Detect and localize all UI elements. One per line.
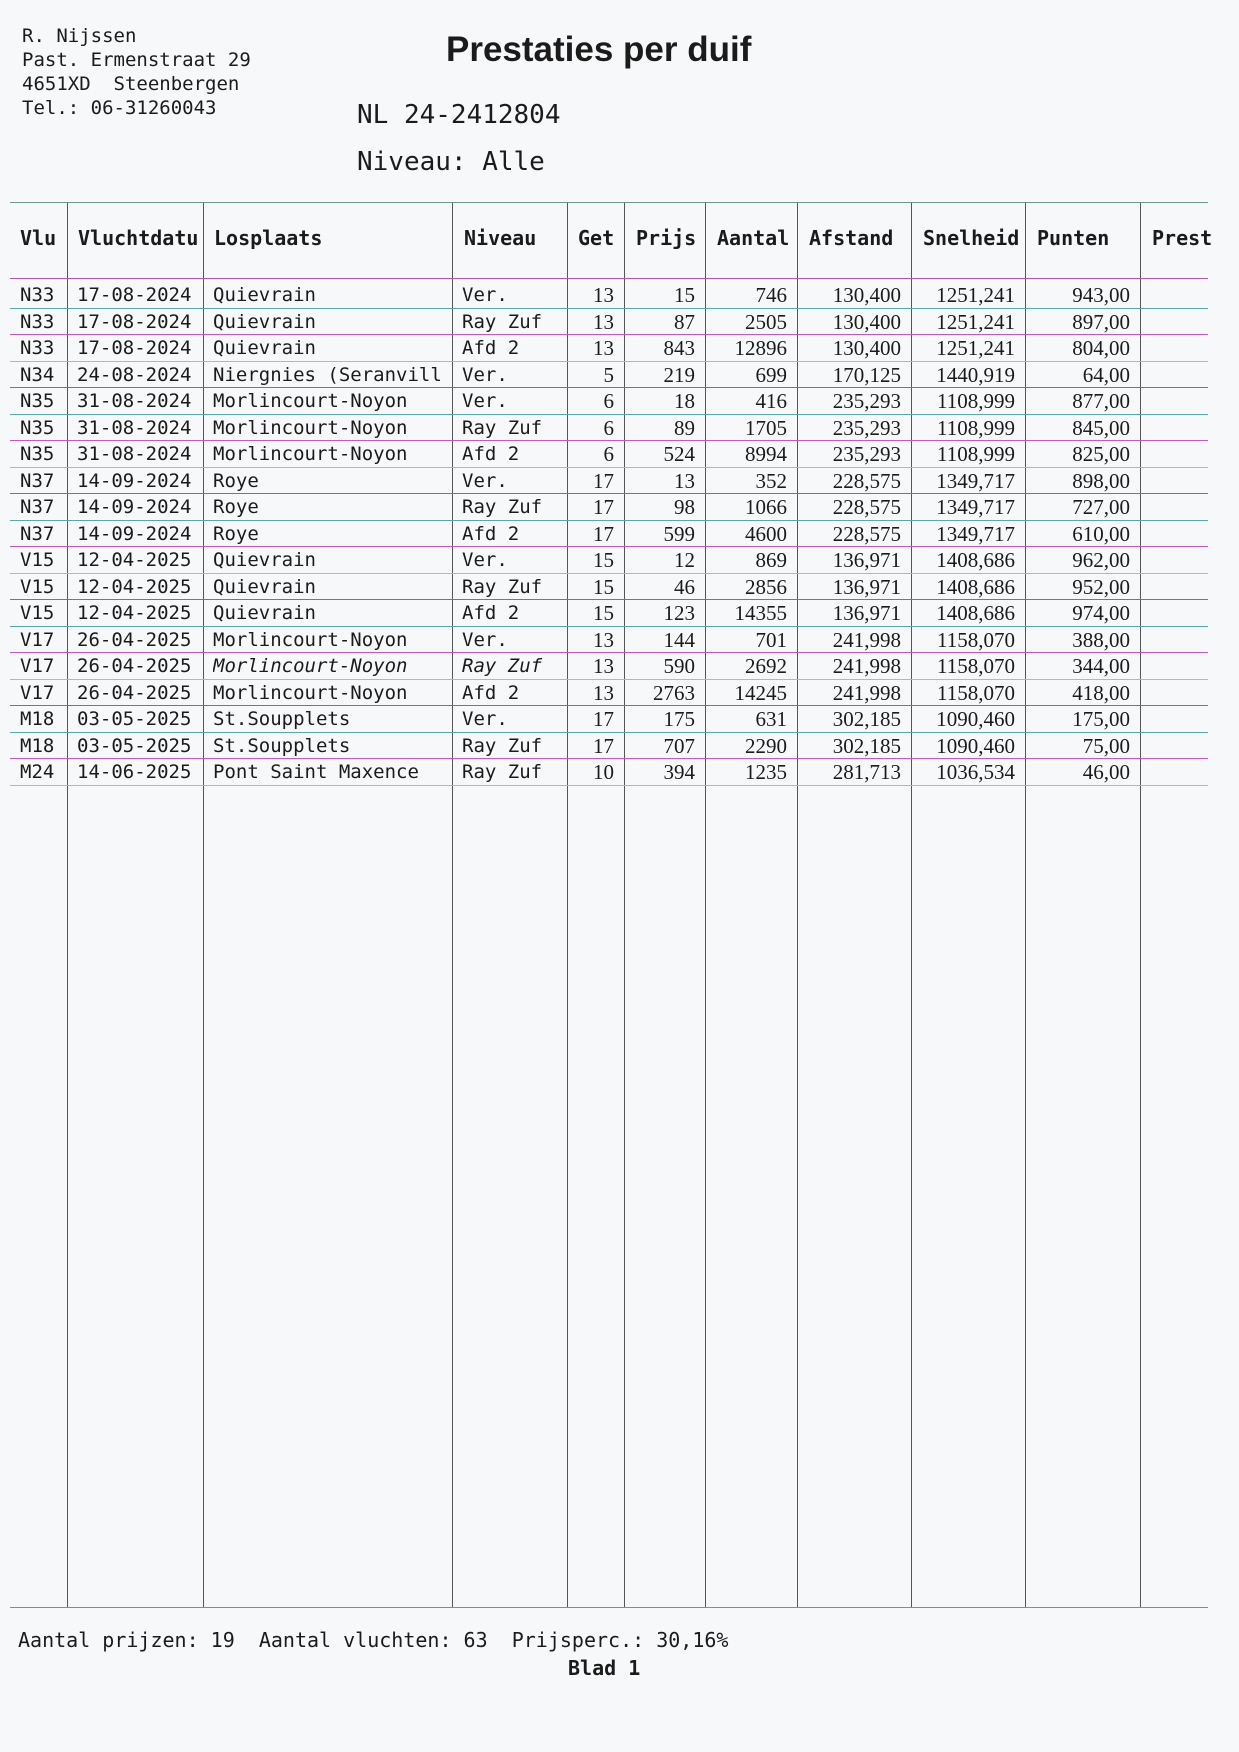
- table-cell: 170,125: [832, 362, 901, 387]
- table-cell: 17-08-2024: [77, 284, 192, 306]
- table-cell: 89: [674, 415, 695, 440]
- table-cell: Morlincourt-Noyon: [213, 655, 408, 677]
- table-cell: 13: [593, 680, 614, 705]
- table-cell: 1408,686: [936, 601, 1015, 625]
- table-cell: 64,00: [1082, 362, 1130, 387]
- table-cell: N35: [20, 416, 55, 439]
- table-cell: 24-08-2024: [77, 363, 192, 386]
- table-cell: 15: [593, 574, 614, 599]
- column-header: Snelheid: [923, 226, 1020, 250]
- table-cell: 1108,999: [937, 442, 1015, 466]
- table-cell: V15: [20, 602, 55, 624]
- table-cell: 14-09-2024: [77, 522, 192, 545]
- table-cell: 13: [674, 468, 695, 493]
- table-cell: 12896: [734, 336, 787, 360]
- table-cell: 12-04-2025: [77, 549, 192, 571]
- table-cell: 98: [674, 495, 695, 519]
- table-cell: 610,00: [1072, 521, 1130, 546]
- table-row: [0, 627, 1239, 653]
- table-cell: 1108,999: [937, 415, 1015, 440]
- owner-phone: Tel.: 06-31260043: [22, 97, 217, 119]
- table-cell: 2692: [745, 654, 787, 678]
- table-row: [0, 574, 1239, 600]
- table-row: [0, 733, 1239, 759]
- table-cell: 843: [663, 336, 695, 360]
- table-cell: St.Soupplets: [213, 734, 351, 757]
- row-rule: [10, 785, 1208, 786]
- table-cell: 962,00: [1072, 548, 1130, 572]
- table-cell: 17-08-2024: [77, 337, 192, 359]
- table-cell: 2505: [745, 309, 787, 334]
- table-cell: 17: [593, 468, 614, 493]
- table-cell: Ver.: [462, 549, 508, 571]
- table-cell: Pont Saint Maxence: [213, 761, 419, 783]
- table-cell: 6: [603, 442, 614, 466]
- table-cell: 13: [593, 627, 614, 652]
- table-row: [0, 521, 1239, 547]
- column-header: Prijs: [636, 226, 697, 250]
- table-cell: N35: [20, 443, 55, 465]
- table-cell: 26-04-2025: [77, 628, 192, 651]
- table-cell: 746: [755, 283, 787, 307]
- summary-line: [18, 1628, 728, 1652]
- table-cell: 46,00: [1082, 760, 1130, 784]
- table-cell: V17: [20, 681, 55, 704]
- table-cell: M24: [20, 761, 55, 783]
- table-cell: Afd 2: [462, 602, 520, 624]
- table-cell: 1251,241: [936, 283, 1015, 307]
- table-row: [0, 309, 1239, 335]
- table-cell: Niergnies (Seranvill: [213, 363, 442, 386]
- table-cell: 416: [755, 389, 787, 413]
- table-cell: 46: [674, 574, 695, 599]
- table-cell: 13: [593, 336, 614, 360]
- table-cell: 235,293: [832, 389, 901, 413]
- table-cell: Quievrain: [213, 549, 316, 571]
- table-cell: 845,00: [1072, 415, 1130, 440]
- table-cell: Afd 2: [462, 681, 520, 704]
- table-cell: 1251,241: [936, 309, 1015, 334]
- table-cell: 87: [674, 309, 695, 334]
- table-cell: 1349,717: [936, 495, 1015, 519]
- table-cell: Quievrain: [213, 337, 316, 359]
- table-cell: Ray Zuf: [462, 761, 543, 783]
- header-bottom-rule: [10, 278, 1208, 279]
- table-cell: 219: [663, 362, 695, 387]
- table-cell: Afd 2: [462, 522, 520, 545]
- table-cell: N33: [20, 284, 55, 306]
- table-cell: 235,293: [832, 442, 901, 466]
- table-cell: 31-08-2024: [77, 416, 192, 439]
- table-cell: 75,00: [1082, 733, 1130, 758]
- table-cell: 599: [663, 521, 695, 546]
- table-row: [0, 468, 1239, 494]
- table-cell: Ray Zuf: [462, 734, 543, 757]
- table-cell: Ver.: [462, 284, 508, 306]
- table-cell: 18: [674, 389, 695, 413]
- table-cell: 1349,717: [936, 521, 1015, 546]
- table-cell: 14-09-2024: [77, 469, 192, 492]
- table-cell: 17-08-2024: [77, 310, 192, 333]
- column-header: Vlu: [20, 226, 57, 250]
- table-cell: 31-08-2024: [77, 390, 192, 412]
- table-cell: Ray Zuf: [462, 310, 543, 333]
- table-cell: 302,185: [832, 733, 901, 758]
- table-cell: 302,185: [832, 707, 901, 731]
- table-cell: 352: [755, 468, 787, 493]
- table-cell: 699: [755, 362, 787, 387]
- table-cell: 943,00: [1072, 283, 1130, 307]
- table-cell: Ray Zuf: [462, 655, 543, 677]
- table-cell: 26-04-2025: [77, 681, 192, 704]
- table-cell: V15: [20, 549, 55, 571]
- table-row: [0, 706, 1239, 732]
- column-header: Afstand: [809, 226, 894, 250]
- table-cell: 14355: [734, 601, 787, 625]
- table-cell: Ver.: [462, 390, 508, 412]
- table-cell: 2856: [745, 574, 787, 599]
- table-cell: 1090,460: [936, 733, 1015, 758]
- table-cell: Quievrain: [213, 575, 316, 598]
- table-cell: Roye: [213, 496, 259, 518]
- table-cell: V17: [20, 628, 55, 651]
- table-cell: 13: [593, 654, 614, 678]
- table-cell: M18: [20, 708, 55, 730]
- table-cell: 144: [663, 627, 695, 652]
- table-row: [0, 282, 1239, 308]
- table-row: [0, 362, 1239, 388]
- table-cell: Morlincourt-Noyon: [213, 416, 408, 439]
- table-row: [0, 680, 1239, 706]
- owner-address: [22, 24, 251, 120]
- table-cell: 6: [603, 389, 614, 413]
- column-header: Aantal: [717, 226, 790, 250]
- table-cell: N35: [20, 390, 55, 412]
- table-cell: Quievrain: [213, 284, 316, 306]
- table-cell: 1158,070: [937, 654, 1015, 678]
- table-cell: V17: [20, 655, 55, 677]
- table-cell: 394: [663, 760, 695, 784]
- table-cell: 13: [593, 309, 614, 334]
- table-cell: 10: [593, 760, 614, 784]
- owner-street: Past. Ermenstraat 29: [22, 49, 251, 71]
- table-cell: 5: [603, 362, 614, 387]
- table-cell: Morlincourt-Noyon: [213, 390, 408, 412]
- table-cell: Roye: [213, 469, 259, 492]
- table-cell: 1158,070: [937, 627, 1015, 652]
- table-cell: St.Soupplets: [213, 708, 351, 730]
- table-cell: 281,713: [832, 760, 901, 784]
- table-cell: Morlincourt-Noyon: [213, 443, 408, 465]
- table-cell: Quievrain: [213, 310, 316, 333]
- table-cell: 1705: [745, 415, 787, 440]
- table-cell: 631: [755, 707, 787, 731]
- table-row: [0, 547, 1239, 573]
- table-cell: Ver.: [462, 363, 508, 386]
- table-cell: 03-05-2025: [77, 734, 192, 757]
- table-cell: 17: [593, 521, 614, 546]
- table-cell: 15: [593, 601, 614, 625]
- ring-number: NL 24-2412804: [357, 100, 561, 130]
- table-cell: 12-04-2025: [77, 602, 192, 624]
- table-cell: 2763: [653, 680, 695, 705]
- table-cell: 12: [674, 548, 695, 572]
- table-cell: N37: [20, 522, 55, 545]
- table-cell: 897,00: [1072, 309, 1130, 334]
- table-cell: 14-09-2024: [77, 496, 192, 518]
- table-cell: 228,575: [832, 521, 901, 546]
- table-cell: 175: [663, 707, 695, 731]
- table-cell: 1090,460: [936, 707, 1015, 731]
- table-cell: 6: [603, 415, 614, 440]
- table-cell: Ver.: [462, 469, 508, 492]
- table-cell: 1108,999: [937, 389, 1015, 413]
- table-cell: 15: [674, 283, 695, 307]
- table-cell: 2290: [745, 733, 787, 758]
- table-cell: 524: [663, 442, 695, 466]
- table-cell: Quievrain: [213, 602, 316, 624]
- owner-city: 4651XD Steenbergen: [22, 73, 240, 95]
- column-header: Niveau: [464, 226, 537, 250]
- table-cell: 1408,686: [936, 574, 1015, 599]
- table-bottom-rule: [10, 1607, 1208, 1608]
- table-cell: Morlincourt-Noyon: [213, 628, 408, 651]
- table-cell: 130,400: [832, 336, 901, 360]
- table-cell: 1036,534: [936, 760, 1015, 784]
- table-cell: N37: [20, 496, 55, 518]
- table-cell: 898,00: [1072, 468, 1130, 493]
- table-cell: 8994: [745, 442, 787, 466]
- column-header: Prest: [1152, 226, 1213, 250]
- table-cell: 241,998: [832, 627, 901, 652]
- table-cell: 136,971: [832, 574, 901, 599]
- table-cell: N33: [20, 310, 55, 333]
- table-cell: N33: [20, 337, 55, 359]
- table-cell: 26-04-2025: [77, 655, 192, 677]
- table-cell: N34: [20, 363, 55, 386]
- table-cell: 701: [755, 627, 787, 652]
- table-cell: 13: [593, 283, 614, 307]
- table-cell: 804,00: [1072, 336, 1130, 360]
- table-cell: 1235: [745, 760, 787, 784]
- table-cell: 14245: [734, 680, 787, 705]
- table-cell: 388,00: [1072, 627, 1130, 652]
- table-row: [0, 653, 1239, 679]
- table-cell: 136,971: [832, 548, 901, 572]
- table-cell: Ray Zuf: [462, 496, 543, 518]
- page-number: Blad 1: [568, 1656, 641, 1680]
- table-cell: 877,00: [1072, 389, 1130, 413]
- table-cell: 123: [663, 601, 695, 625]
- table-cell: M18: [20, 734, 55, 757]
- column-header: Punten: [1037, 226, 1110, 250]
- table-cell: 952,00: [1072, 574, 1130, 599]
- table-cell: Ray Zuf: [462, 575, 543, 598]
- table-cell: 1251,241: [936, 336, 1015, 360]
- table-cell: 4600: [745, 521, 787, 546]
- table-cell: 727,00: [1072, 495, 1130, 519]
- table-cell: 228,575: [832, 495, 901, 519]
- table-cell: 130,400: [832, 309, 901, 334]
- table-cell: 228,575: [832, 468, 901, 493]
- table-cell: 1408,686: [936, 548, 1015, 572]
- table-cell: 31-08-2024: [77, 443, 192, 465]
- table-cell: 14-06-2025: [77, 761, 192, 783]
- table-cell: 707: [663, 733, 695, 758]
- table-cell: Afd 2: [462, 443, 520, 465]
- table-cell: 17: [593, 495, 614, 519]
- table-cell: 235,293: [832, 415, 901, 440]
- table-cell: 1158,070: [937, 680, 1015, 705]
- prize-percentage: Prijsperc.: 30,16%: [511, 1628, 729, 1652]
- table-row: [0, 415, 1239, 441]
- table-cell: 15: [593, 548, 614, 572]
- table-cell: 03-05-2025: [77, 708, 192, 730]
- table-row: [0, 600, 1239, 626]
- level-filter: Niveau: Alle: [357, 147, 545, 177]
- table-row: [0, 335, 1239, 361]
- table-cell: Roye: [213, 522, 259, 545]
- column-header: Get: [578, 226, 615, 250]
- table-cell: Ver.: [462, 708, 508, 730]
- flight-count: Aantal vluchten: 63: [258, 1628, 488, 1652]
- table-cell: 590: [663, 654, 695, 678]
- table-cell: 241,998: [832, 680, 901, 705]
- table-cell: 1440,919: [936, 362, 1015, 387]
- column-header: Losplaats: [214, 226, 323, 250]
- table-row: [0, 441, 1239, 467]
- report-title: Prestaties per duif: [446, 30, 752, 69]
- table-cell: 175,00: [1072, 707, 1130, 731]
- table-cell: 136,971: [832, 601, 901, 625]
- header-top-rule: [10, 202, 1208, 203]
- table-cell: 241,998: [832, 654, 901, 678]
- table-cell: 130,400: [832, 283, 901, 307]
- table-cell: 974,00: [1072, 601, 1130, 625]
- table-cell: 1066: [745, 495, 787, 519]
- table-row: [0, 494, 1239, 520]
- table-cell: Ray Zuf: [462, 416, 543, 439]
- table-cell: 418,00: [1072, 680, 1130, 705]
- table-cell: 17: [593, 733, 614, 758]
- table-cell: 12-04-2025: [77, 575, 192, 598]
- table-cell: 869: [755, 548, 787, 572]
- column-header: Vluchtdatu: [78, 226, 199, 250]
- table-cell: N37: [20, 469, 55, 492]
- owner-name: R. Nijssen: [22, 25, 137, 47]
- table-cell: 825,00: [1072, 442, 1130, 466]
- table-row: [0, 388, 1239, 414]
- prize-count: Aantal prijzen: 19: [18, 1628, 235, 1652]
- table-cell: V15: [20, 575, 55, 598]
- table-cell: 1349,717: [936, 468, 1015, 493]
- table-cell: Morlincourt-Noyon: [213, 681, 408, 704]
- table-cell: 17: [593, 707, 614, 731]
- table-cell: 344,00: [1072, 654, 1130, 678]
- table-row: [0, 759, 1239, 785]
- table-cell: Afd 2: [462, 337, 520, 359]
- table-cell: Ver.: [462, 628, 508, 651]
